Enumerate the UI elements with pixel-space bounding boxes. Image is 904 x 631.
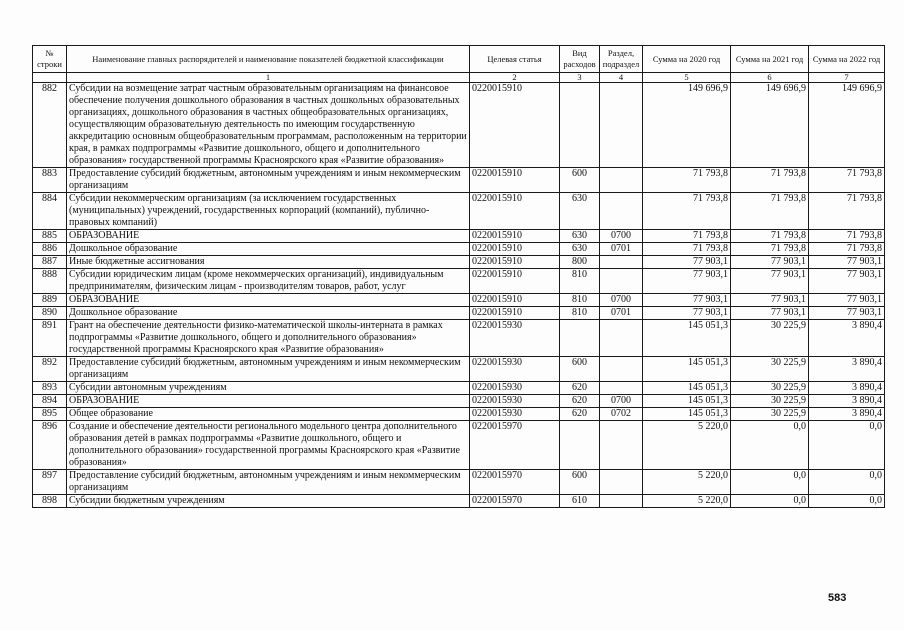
- row-expense-type: 620: [560, 382, 600, 395]
- header-razdel: Раздел, подраздел: [600, 46, 643, 73]
- row-name: ОБРАЗОВАНИЕ: [67, 395, 470, 408]
- row-number: 892: [33, 357, 67, 382]
- row-section: [600, 382, 643, 395]
- row-sum-2020: 71 793,8: [643, 193, 731, 230]
- column-number: 7: [809, 73, 885, 83]
- table-row: [33, 382, 885, 395]
- row-sum-2020: 5 220,0: [643, 421, 731, 470]
- row-expense-type: 810: [560, 269, 600, 294]
- row-sum-2020: 5 220,0: [643, 470, 731, 495]
- row-number: 884: [33, 193, 67, 230]
- table-row: [33, 230, 885, 243]
- row-name: Общее образование: [67, 408, 470, 421]
- table-row: [33, 470, 885, 495]
- row-section: 0700: [600, 294, 643, 307]
- row-sum-2022: 3 890,4: [809, 320, 885, 357]
- table-row: [33, 83, 885, 168]
- row-section: [600, 256, 643, 269]
- row-sum-2020: 71 793,8: [643, 230, 731, 243]
- table-row: [33, 357, 885, 382]
- column-number: [33, 73, 67, 83]
- row-target-code: 0220015910: [470, 294, 560, 307]
- row-sum-2022: 71 793,8: [809, 243, 885, 256]
- row-name: Дошкольное образование: [67, 243, 470, 256]
- table-row: [33, 269, 885, 294]
- row-number: 883: [33, 168, 67, 193]
- row-target-code: 0220015930: [470, 320, 560, 357]
- row-sum-2020: 145 051,3: [643, 395, 731, 408]
- header-vid: Вид расходов: [560, 46, 600, 73]
- row-target-code: 0220015910: [470, 193, 560, 230]
- row-section: 0701: [600, 243, 643, 256]
- row-sum-2021: 0,0: [731, 495, 809, 508]
- row-number: 886: [33, 243, 67, 256]
- row-target-code: 0220015970: [470, 495, 560, 508]
- row-sum-2021: 71 793,8: [731, 230, 809, 243]
- row-sum-2020: 145 051,3: [643, 357, 731, 382]
- row-name: Иные бюджетные ассигнования: [67, 256, 470, 269]
- row-sum-2021: 77 903,1: [731, 307, 809, 320]
- row-section: [600, 83, 643, 168]
- row-sum-2021: 30 225,9: [731, 320, 809, 357]
- row-target-code: 0220015970: [470, 421, 560, 470]
- table-row: [33, 395, 885, 408]
- row-sum-2021: 77 903,1: [731, 294, 809, 307]
- row-expense-type: [560, 421, 600, 470]
- row-number: 888: [33, 269, 67, 294]
- row-expense-type: 620: [560, 395, 600, 408]
- row-section: [600, 269, 643, 294]
- row-number: 897: [33, 470, 67, 495]
- row-sum-2021: 77 903,1: [731, 256, 809, 269]
- row-sum-2022: 71 793,8: [809, 230, 885, 243]
- row-name: Предоставление субсидий бюджетным, автономным учреждениям и иным некоммерческим организациям: [67, 470, 470, 495]
- row-expense-type: 630: [560, 193, 600, 230]
- row-sum-2021: 30 225,9: [731, 408, 809, 421]
- row-section: 0702: [600, 408, 643, 421]
- row-expense-type: 600: [560, 470, 600, 495]
- table-row: [33, 307, 885, 320]
- row-name: ОБРАЗОВАНИЕ: [67, 294, 470, 307]
- row-sum-2021: 30 225,9: [731, 395, 809, 408]
- row-sum-2022: 3 890,4: [809, 395, 885, 408]
- budget-table: [32, 45, 885, 508]
- row-number: 891: [33, 320, 67, 357]
- row-expense-type: 630: [560, 243, 600, 256]
- table-row: [33, 421, 885, 470]
- row-name: Субсидии автономным учреждениям: [67, 382, 470, 395]
- column-number: 1: [67, 73, 470, 83]
- row-expense-type: [560, 320, 600, 357]
- table-row: [33, 320, 885, 357]
- row-sum-2020: 149 696,9: [643, 83, 731, 168]
- page-number: 583: [828, 592, 847, 604]
- row-name: Субсидии на возмещение затрат частным образовательным организациям на финансовое обеспечение получения дошкольного образования в частных дошкольных образовательных организациях, дошкольного образования в частных общеобразовательных организациях, осуществляющим образовательную деятельность по имеющим государственную аккредитацию основным общеобразовательным программам, расположенным на территории края, в рамках подпрограммы «Развитие дошкольного, общего и дополнительного образования» государственной программы Красноярского края «Развитие образования»: [67, 83, 470, 168]
- row-target-code: 0220015910: [470, 307, 560, 320]
- table-row: [33, 193, 885, 230]
- row-sum-2021: 77 903,1: [731, 269, 809, 294]
- row-section: [600, 168, 643, 193]
- row-sum-2021: 71 793,8: [731, 243, 809, 256]
- row-sum-2022: 0,0: [809, 421, 885, 470]
- row-section: [600, 470, 643, 495]
- row-target-code: 0220015930: [470, 395, 560, 408]
- table-row: [33, 256, 885, 269]
- row-sum-2021: 149 696,9: [731, 83, 809, 168]
- row-sum-2020: 77 903,1: [643, 256, 731, 269]
- row-name: Субсидии некоммерческим организациям (за исключением государственных (муниципальных) учреждений, государственных корпораций (компаний), публично-правовых компаний): [67, 193, 470, 230]
- row-sum-2021: 71 793,8: [731, 168, 809, 193]
- row-name: Предоставление субсидий бюджетным, автономным учреждениям и иным некоммерческим организациям: [67, 168, 470, 193]
- header-target: Целевая статья: [470, 46, 560, 73]
- row-expense-type: 800: [560, 256, 600, 269]
- header-sum-2020: Сумма на 2020 год: [643, 46, 731, 73]
- row-number: 898: [33, 495, 67, 508]
- row-sum-2022: 77 903,1: [809, 256, 885, 269]
- row-expense-type: 810: [560, 307, 600, 320]
- row-sum-2022: 3 890,4: [809, 382, 885, 395]
- row-expense-type: [560, 83, 600, 168]
- row-sum-2022: 77 903,1: [809, 307, 885, 320]
- row-expense-type: 620: [560, 408, 600, 421]
- row-number: 893: [33, 382, 67, 395]
- row-sum-2022: 149 696,9: [809, 83, 885, 168]
- row-name: Субсидии юридическим лицам (кроме некоммерческих организаций), индивидуальным предпринимателям, физическим лицам - производителям товаров, работ, услуг: [67, 269, 470, 294]
- column-number: 4: [600, 73, 643, 83]
- row-sum-2022: 3 890,4: [809, 357, 885, 382]
- row-sum-2022: 71 793,8: [809, 193, 885, 230]
- row-sum-2021: 71 793,8: [731, 193, 809, 230]
- row-number: 882: [33, 83, 67, 168]
- column-number-row: [33, 73, 885, 83]
- row-sum-2022: 0,0: [809, 470, 885, 495]
- row-target-code: 0220015930: [470, 357, 560, 382]
- row-expense-type: 610: [560, 495, 600, 508]
- row-target-code: 0220015910: [470, 269, 560, 294]
- row-name: Субсидии бюджетным учреждениям: [67, 495, 470, 508]
- row-sum-2022: 0,0: [809, 495, 885, 508]
- row-sum-2021: 30 225,9: [731, 357, 809, 382]
- row-target-code: 0220015930: [470, 408, 560, 421]
- row-sum-2020: 5 220,0: [643, 495, 731, 508]
- header-row: [33, 46, 885, 73]
- row-sum-2020: 145 051,3: [643, 382, 731, 395]
- row-target-code: 0220015910: [470, 243, 560, 256]
- column-number: 5: [643, 73, 731, 83]
- row-sum-2021: 0,0: [731, 470, 809, 495]
- row-number: 885: [33, 230, 67, 243]
- row-sum-2020: 145 051,3: [643, 408, 731, 421]
- row-sum-2022: 77 903,1: [809, 269, 885, 294]
- row-section: [600, 495, 643, 508]
- row-section: [600, 320, 643, 357]
- table-row: [33, 243, 885, 256]
- row-sum-2021: 0,0: [731, 421, 809, 470]
- row-sum-2020: 77 903,1: [643, 269, 731, 294]
- row-name: Дошкольное образование: [67, 307, 470, 320]
- row-sum-2020: 71 793,8: [643, 168, 731, 193]
- row-expense-type: 810: [560, 294, 600, 307]
- row-section: [600, 357, 643, 382]
- row-sum-2020: 77 903,1: [643, 294, 731, 307]
- row-sum-2022: 71 793,8: [809, 168, 885, 193]
- row-expense-type: 600: [560, 168, 600, 193]
- row-section: [600, 421, 643, 470]
- table-row: [33, 408, 885, 421]
- row-sum-2020: 77 903,1: [643, 307, 731, 320]
- row-section: [600, 193, 643, 230]
- row-section: 0701: [600, 307, 643, 320]
- row-sum-2021: 30 225,9: [731, 382, 809, 395]
- table-row: [33, 495, 885, 508]
- row-name: Грант на обеспечение деятельности физико-математической школы-интерната в рамках подпрограммы «Развитие дошкольного, общего и дополнительного образования» государственной программы Красноярского края «Развитие образования»: [67, 320, 470, 357]
- row-number: 890: [33, 307, 67, 320]
- row-number: 894: [33, 395, 67, 408]
- row-expense-type: 630: [560, 230, 600, 243]
- row-number: 896: [33, 421, 67, 470]
- header-name: Наименование главных распорядителей и наименование показателей бюджетной классификации: [67, 46, 470, 73]
- row-expense-type: 600: [560, 357, 600, 382]
- row-section: 0700: [600, 230, 643, 243]
- row-name: Предоставление субсидий бюджетным, автономным учреждениям и иным некоммерческим организациям: [67, 357, 470, 382]
- row-target-code: 0220015970: [470, 470, 560, 495]
- row-target-code: 0220015910: [470, 230, 560, 243]
- header-row-no: № строки: [33, 46, 67, 73]
- table-row: [33, 168, 885, 193]
- header-sum-2021: Сумма на 2021 год: [731, 46, 809, 73]
- row-target-code: 0220015910: [470, 83, 560, 168]
- row-target-code: 0220015910: [470, 256, 560, 269]
- column-number: 2: [470, 73, 560, 83]
- row-target-code: 0220015930: [470, 382, 560, 395]
- row-sum-2022: 3 890,4: [809, 408, 885, 421]
- column-number: 6: [731, 73, 809, 83]
- row-sum-2020: 145 051,3: [643, 320, 731, 357]
- row-sum-2022: 77 903,1: [809, 294, 885, 307]
- table-body: [33, 83, 885, 508]
- row-number: 887: [33, 256, 67, 269]
- row-number: 895: [33, 408, 67, 421]
- row-section: 0700: [600, 395, 643, 408]
- row-target-code: 0220015910: [470, 168, 560, 193]
- header-sum-2022: Сумма на 2022 год: [809, 46, 885, 73]
- row-name: Создание и обеспечение деятельности регионального модельного центра дополнительного образования детей в рамках подпрограммы «Развитие дошкольного, общего и дополнительного образования» государственной программы Красноярского края «Развитие образования»: [67, 421, 470, 470]
- column-number: 3: [560, 73, 600, 83]
- row-number: 889: [33, 294, 67, 307]
- row-sum-2020: 71 793,8: [643, 243, 731, 256]
- table-row: [33, 294, 885, 307]
- row-name: ОБРАЗОВАНИЕ: [67, 230, 470, 243]
